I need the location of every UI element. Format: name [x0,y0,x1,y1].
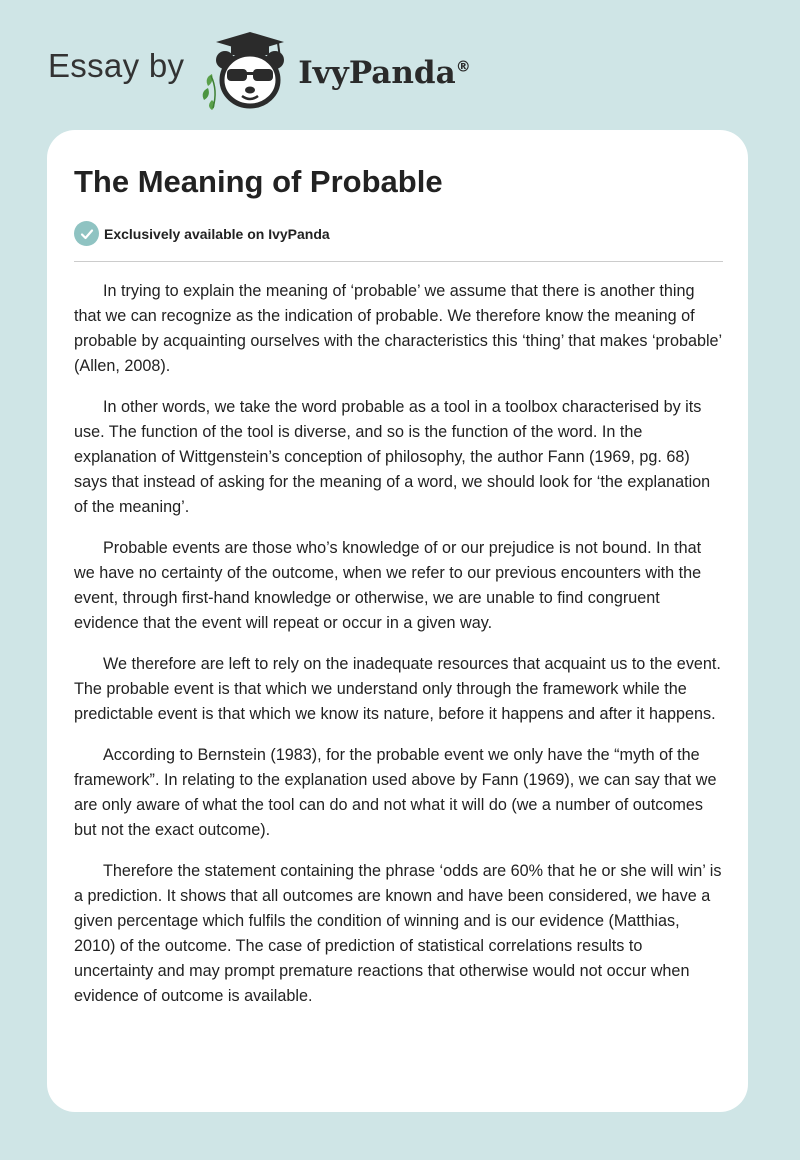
page-title: The Meaning of Probable [74,164,443,199]
essay-body [74,279,724,1025]
divider [74,261,723,262]
paragraph: In other words, we take the word probable as a tool in a toolbox characterised by its use. The function of the tool is diverse, and so is the function of the word. In the explanation of Wittgenstein’s conception of philosophy, the author Fann (1969, pg. 68) says that instead of asking for the meaning of a word, we should look for ‘the explanation of the meaning’. [74,398,711,516]
paragraph: Probable events are those who’s knowledge of or our prejudice is not bound. In that we have no certainty of the outcome, when we refer to our previous encounters with the event, through first-hand knowledge or otherwise, we are unable to find congruent evidence that the event will repeat or occur in a given way. [74,539,702,632]
ivy-leaf-icon [203,74,215,110]
badge-label: Exclusively available on IvyPanda [104,225,330,242]
paragraph: In trying to explain the meaning of ‘probable’ we assume that there is another thing that we can recognize as the indication of probable. We therefore know the meaning of probable by acquainting ourselves with the characteristics this ‘thing’ that makes ‘probable’ (Allen, 2008). [74,282,722,375]
site-header [48,30,471,110]
essay-card [47,130,748,1112]
check-icon [74,221,99,246]
ivypanda-logo-link[interactable] [198,30,470,110]
brand-name: IvyPanda® [298,55,471,91]
exclusive-badge [74,221,330,246]
registered-mark: ® [455,57,471,76]
paragraph: According to Bernstein (1983), for the probable event we only have the “myth of the framework”. In relating to the explanation used above by Fann (1969), we can say that we are only aware of what the tool can do and not what it will do (we a number of outcomes but not the exact outcome). [74,746,717,839]
panda-logo-icon [198,30,294,110]
paragraph: We therefore are left to rely on the inadequate resources that acquaint us to the event. The probable event is that which we understand only through the framework while the predictable event is that which we know its nature, before it happens and after it happens. [74,655,721,723]
paragraph: Therefore the statement containing the phrase ‘odds are 60% that he or she will win’ is a prediction. It shows that all outcomes are known and have been considered, we have a given percentage which fulfils the condition of winning and is our evidence (Matthias, 2010) of the outcome. The case of prediction of statistical correlations results to uncertainty and may prompt premature reactions that otherwise would not occur when evidence of outcome is available. [74,862,722,1005]
essay-by-label: Essay by [48,47,185,84]
